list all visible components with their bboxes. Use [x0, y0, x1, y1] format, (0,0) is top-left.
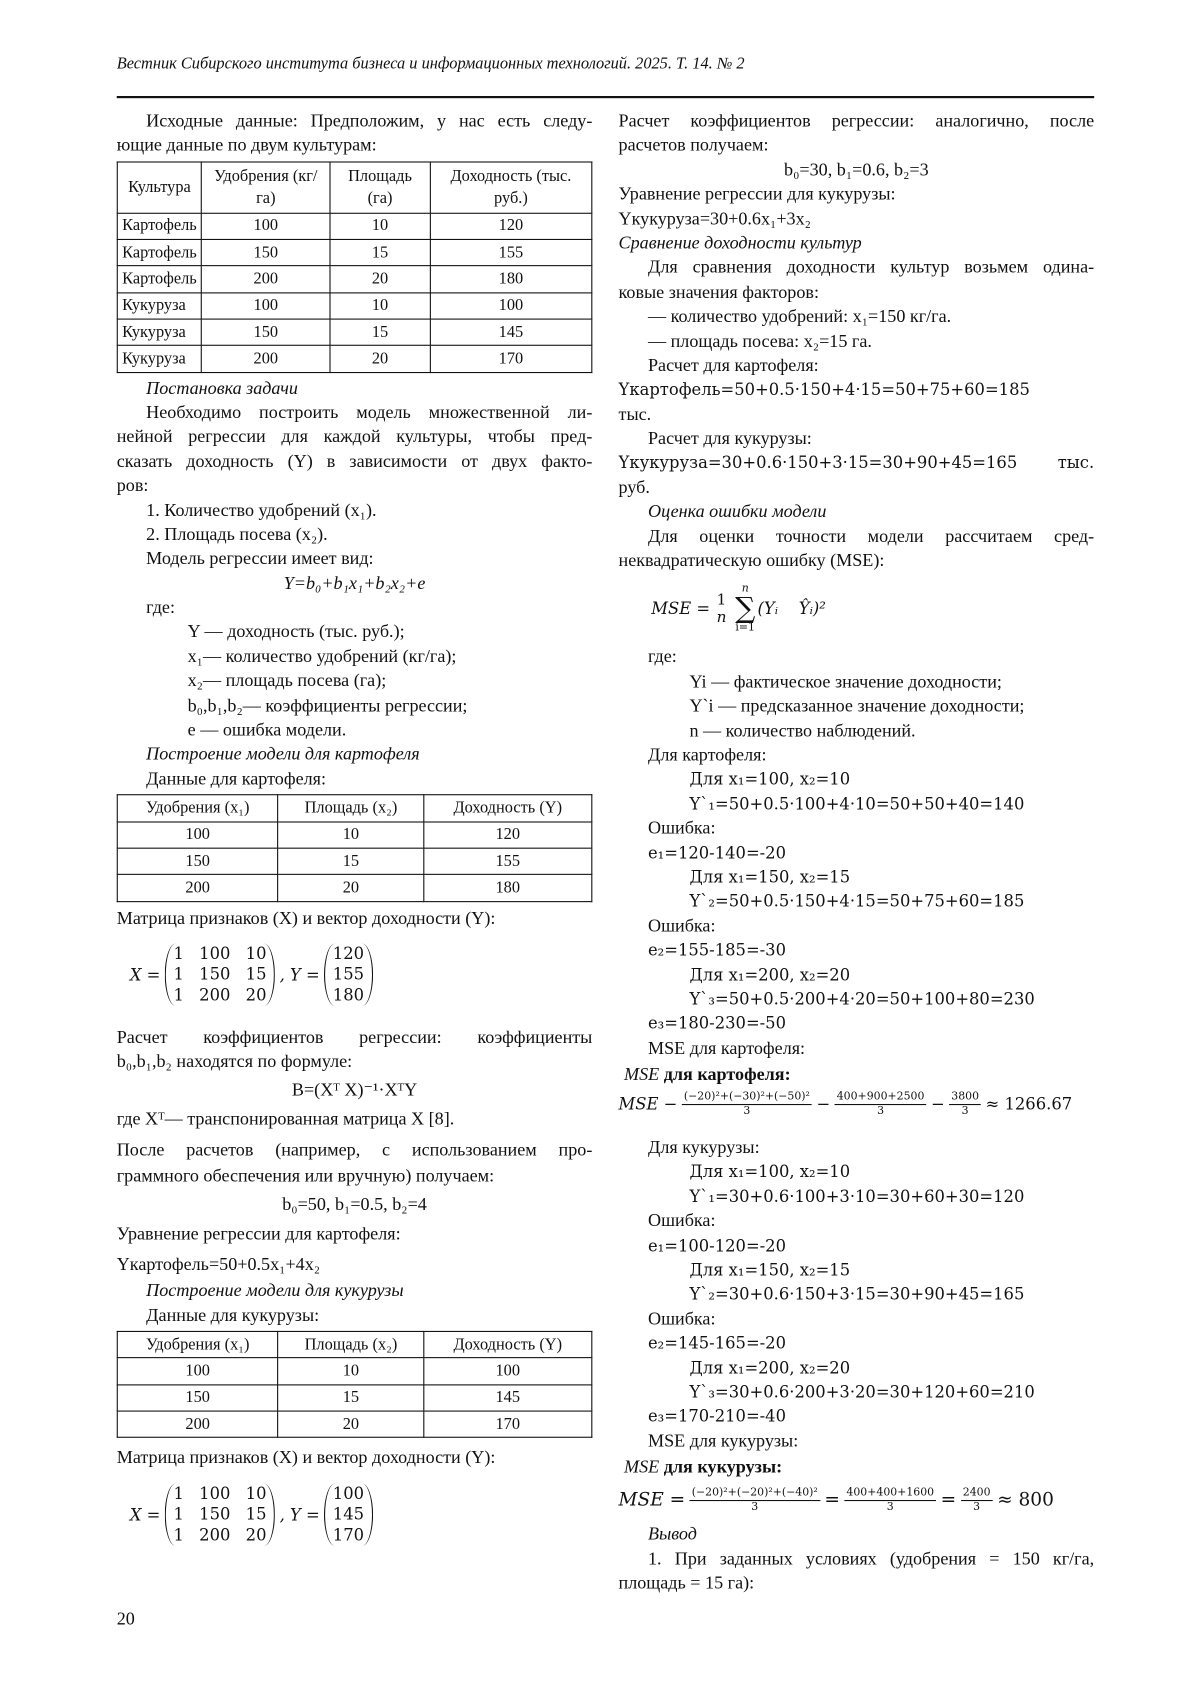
mse-title-text: для картофеля: [659, 1064, 790, 1085]
calc-line: Для x₁=100, x₂=10 [619, 767, 1095, 791]
crops-data-table [117, 161, 593, 372]
text-line: Для сравнения доходности культур возьмем одина- [619, 256, 1095, 280]
calc-line: Yкартофель=50+0.5·150+4·15=50+75+60=185 [619, 378, 1095, 402]
text-line: руб. [619, 475, 1095, 499]
table-cell: 180 [430, 266, 592, 293]
text-line: нейной регрессии для каждой культуры, чтобы пред- [117, 425, 593, 449]
matrix-cell: 15 [246, 1505, 267, 1526]
text-line: Y`i — предсказанное значение доходности; [619, 694, 1095, 718]
text-line: ров: [117, 474, 593, 498]
fraction-denominator: 3 [751, 1501, 758, 1514]
table-cell: 150 [117, 848, 278, 875]
text-line: b₀,b₁,b₂— коэффициенты регрессии; [117, 693, 593, 717]
matrix-x-label: X = [125, 965, 164, 985]
fraction-denominator: 3 [743, 1105, 750, 1118]
calc-line: e₁=100-120=-20 [619, 1233, 1095, 1257]
fraction-numerator: (−20)²+(−30)²+(−50)² [682, 1090, 812, 1104]
table-row [117, 875, 592, 902]
potato-matrix [117, 937, 593, 1013]
calc-line: Y`₁=30+0.6·100+3·10=30+60+30=120 [619, 1185, 1095, 1209]
table-cell: 150 [117, 1385, 278, 1412]
fraction-denominator: 3 [973, 1501, 980, 1514]
text-line: Расчет для картофеля: [619, 353, 1095, 377]
column-header: Удобрения (x₁) [117, 795, 278, 822]
section-heading: Постановка задачи [117, 376, 593, 400]
table-row [117, 266, 592, 293]
table-cell: 200 [117, 1411, 278, 1438]
table-cell: 170 [430, 346, 592, 373]
matrix-cell: 1 [173, 1505, 183, 1526]
text-line: Y — доходность (тыс. руб.); [117, 620, 593, 644]
table-cell: 120 [430, 213, 592, 240]
text-line: Расчет коэффициентов регрессии: коэффициенты [117, 1025, 593, 1049]
text-line: расчетов получаем: [619, 134, 1095, 158]
column-header: Площадь (га) [330, 162, 430, 213]
calc-line: Для x₁=100, x₂=10 [619, 1160, 1095, 1184]
text-line: сказать доходность (Y) в зависимости от двух факто- [117, 449, 593, 473]
mse-corn-title [619, 1453, 1095, 1480]
calc-line: e₃=170-210=-40 [619, 1404, 1095, 1428]
table-row [117, 293, 592, 320]
table-cell: 100 [430, 293, 592, 320]
text-line: где Xᵀ— транспонированная матрица X [8]. [117, 1104, 593, 1134]
corn-data-table [117, 1331, 593, 1438]
table-cell: 155 [430, 240, 592, 267]
fraction [949, 1090, 981, 1117]
coefficients-potato: b₀=50, b₁=0.5, b₂=4 [117, 1189, 593, 1219]
fraction-denominator: 3 [887, 1501, 894, 1514]
table-cell: Картофель [117, 240, 201, 267]
mse-lhs: MSE = [651, 599, 710, 619]
matrix-cell: 1 [173, 986, 183, 1007]
text-line: Ошибка: [619, 816, 1095, 840]
table-cell: 15 [278, 848, 424, 875]
fraction [844, 1487, 936, 1514]
vector-y-label: , Y = [275, 965, 324, 985]
text-line: Модель регрессии имеет вид: [117, 547, 593, 571]
table-row [117, 1411, 592, 1438]
table-cell: Картофель [117, 213, 201, 240]
section-heading: Построение модели для картофеля [117, 742, 593, 766]
vector-cell: 120 [333, 944, 364, 965]
calc-line: Для x₁=150, x₂=15 [619, 1258, 1095, 1282]
table-cell: 10 [330, 213, 430, 240]
calc-line: e₂=155-185=-30 [619, 938, 1095, 962]
matrix-cell: 10 [246, 1484, 267, 1505]
matrix-cell: 20 [246, 1525, 267, 1546]
matrix-cell: 20 [246, 986, 267, 1007]
text-line: Необходимо построить модель множественной ли- [117, 400, 593, 424]
regression-formula: Y=b₀+b₁x₁+b₂x₂+e [117, 571, 593, 595]
coefficients-corn: b₀=30, b₁=0.6, b₂=3 [619, 158, 1095, 182]
table-cell: 10 [278, 1358, 424, 1385]
section-heading: Оценка ошибки модели [619, 500, 1095, 524]
text-line: MSE для картофеля: [619, 1036, 1095, 1060]
vector-cell: 100 [333, 1484, 364, 1505]
text-line: Уравнение регрессии для картофеля: [117, 1219, 593, 1249]
table-row [117, 822, 592, 849]
vector-cell: 180 [333, 986, 364, 1007]
sigma-icon: ∑ [735, 595, 755, 623]
table-header-row [117, 162, 592, 213]
text-line: где: [619, 645, 1095, 669]
summation-symbol [735, 584, 755, 634]
vector-y [324, 944, 373, 1006]
text-line: Данные для кукурузы: [117, 1303, 593, 1327]
text-line: Матрица признаков (X) и вектор доходности (Y): [117, 906, 593, 930]
mse-title-text: для кукурузы: [659, 1457, 782, 1478]
fraction-numerator: 400+900+2500 [835, 1090, 927, 1104]
text-line: Расчет коэффициентов регрессии: аналогично, после [619, 109, 1095, 133]
table-cell: 150 [202, 240, 330, 267]
matrix-cell: 1 [173, 1484, 183, 1505]
section-heading: Вывод [619, 1522, 1095, 1546]
table-row [117, 1358, 592, 1385]
matrix-cell: 1 [173, 944, 183, 965]
table-cell: 20 [330, 266, 430, 293]
text-line: Для оценки точности модели рассчитаем сред- [619, 524, 1095, 548]
operator: − [931, 1094, 945, 1114]
fraction [690, 1487, 820, 1514]
table-cell: 20 [278, 1411, 424, 1438]
calc-line: e₃=180-230=-50 [619, 1012, 1095, 1036]
table-header-row [117, 795, 592, 822]
fraction [835, 1090, 927, 1117]
mse-lhs: MSE − [619, 1094, 678, 1114]
text-line: ющие данные по двум культурам: [117, 134, 593, 158]
table-cell: 20 [278, 875, 424, 902]
operator: − [816, 1094, 830, 1114]
table-row [117, 240, 592, 267]
vector-y [324, 1484, 373, 1546]
fraction-numerator: 400+400+1600 [844, 1487, 936, 1501]
mse-fraction [714, 592, 728, 627]
text-line: b₀,b₁,b₂ находятся по формуле: [117, 1050, 593, 1074]
table-cell: 15 [330, 240, 430, 267]
text-line: граммного обеспечения или вручную) получаем: [117, 1164, 593, 1188]
fraction-numerator: 2400 [961, 1487, 993, 1501]
mse-label: MSE [624, 1064, 659, 1085]
column-header: Доходность (тыс. руб.) [430, 162, 592, 213]
mse-body: (Yᵢ Ŷᵢ)² [758, 599, 826, 619]
section-heading: Сравнение доходности культур [619, 231, 1095, 255]
mse-label: MSE [624, 1457, 659, 1478]
text-line: x₂— площадь посева (га); [117, 669, 593, 693]
table-row [117, 848, 592, 875]
table-cell: Картофель [117, 266, 201, 293]
fraction-denominator: n [717, 609, 727, 626]
text-line: 2. Площадь посева (x₂). [117, 522, 593, 546]
table-cell: 120 [424, 822, 592, 849]
table-cell: 20 [330, 346, 430, 373]
page-number: 20 [117, 1608, 135, 1630]
text-line: площадь = 15 га): [619, 1571, 1095, 1595]
calc-line: Y`₁=50+0.5·100+4·10=50+50+40=140 [619, 792, 1095, 816]
calc-line: Y`₃=30+0.6·200+3·20=30+120+60=210 [619, 1380, 1095, 1404]
text-line: Расчет для кукурузы: [619, 427, 1095, 451]
calc-line: e₁=120-140=-20 [619, 841, 1095, 865]
matrix-cell: 10 [246, 944, 267, 965]
matrix-x [165, 1484, 275, 1546]
vector-cell: 155 [333, 965, 364, 986]
fraction [961, 1487, 993, 1514]
table-cell: 100 [117, 822, 278, 849]
table-cell: 145 [424, 1385, 592, 1412]
table-cell: 100 [202, 293, 330, 320]
table-cell: 10 [330, 293, 430, 320]
matrix-cell: 150 [199, 965, 230, 986]
column-header: Культура [117, 162, 201, 213]
table-cell: 200 [202, 266, 330, 293]
mse-potato-title [619, 1060, 1095, 1087]
calc-line: Для x₁=150, x₂=15 [619, 865, 1095, 889]
column-header: Доходность (Y) [424, 795, 592, 822]
text-line: Данные для картофеля: [117, 767, 593, 791]
table-cell: 15 [330, 319, 430, 346]
calc-line: Y`₃=50+0.5·200+4·20=50+100+80=230 [619, 987, 1095, 1011]
table-cell: 180 [424, 875, 592, 902]
calc-line: Yкукуруза=30+0.6·150+3·15=30+90+45=165 тыс. [619, 451, 1095, 475]
equation-corn: Yкукуруза=30+0.6x₁+3x₂ [619, 207, 1095, 231]
calc-line: e₂=145-165=-20 [619, 1331, 1095, 1355]
text-line: Ошибка: [619, 1209, 1095, 1233]
table-cell: 100 [202, 213, 330, 240]
column-header: Удобрения (кг/га) [202, 162, 330, 213]
text-line: Ошибка: [619, 914, 1095, 938]
table-cell: 155 [424, 848, 592, 875]
fraction [682, 1090, 812, 1117]
vector-cell: 145 [333, 1505, 364, 1526]
text-line: После расчетов (например, с использованием про- [117, 1134, 593, 1164]
coefficient-formula: B=(Xᵀ X)⁻¹·XᵀY [117, 1074, 593, 1104]
fraction-denominator: 3 [877, 1105, 884, 1118]
table-cell: Кукуруза [117, 346, 201, 373]
operator: = [824, 1489, 840, 1511]
matrix-cell: 200 [199, 1525, 230, 1546]
equation-potato: Yкартофель=50+0.5x₁+4x₂ [117, 1249, 593, 1279]
table-cell: 200 [202, 346, 330, 373]
fraction-numerator: 3800 [949, 1090, 981, 1104]
column-header: Площадь (x₂) [278, 795, 424, 822]
table-cell: 200 [117, 875, 278, 902]
right-column [619, 109, 1095, 1595]
table-cell: 145 [430, 319, 592, 346]
calc-line: Для x₁=200, x₂=20 [619, 963, 1095, 987]
table-cell: Кукуруза [117, 319, 201, 346]
table-cell: 15 [278, 1385, 424, 1412]
table-row [117, 319, 592, 346]
text-line: x₁— количество удобрений (кг/га); [117, 645, 593, 669]
matrix-x [165, 944, 275, 1006]
table-cell: 170 [424, 1411, 592, 1438]
column-header: Площадь (x₂) [278, 1331, 424, 1358]
text-line: Уравнение регрессии для кукурузы: [619, 182, 1095, 206]
calc-line: Y`₂=30+0.6·150+3·15=30+90+45=165 [619, 1282, 1095, 1306]
text-line: e — ошибка модели. [117, 718, 593, 742]
text-line: Исходные данные: Предположим, у нас есть следу- [117, 109, 593, 133]
fraction-numerator: 1 [714, 592, 728, 609]
matrix-cell: 100 [199, 944, 230, 965]
column-header: Доходность (Y) [424, 1331, 592, 1358]
table-cell: Кукуруза [117, 293, 201, 320]
text-line: MSE для кукурузы: [619, 1429, 1095, 1453]
text-line: 1. Количество удобрений (x₁). [117, 498, 593, 522]
matrix-x-label: X = [125, 1505, 164, 1525]
matrix-cell: 15 [246, 965, 267, 986]
matrix-cell: 1 [173, 1525, 183, 1546]
journal-page [0, 0, 1200, 1697]
text-line: — площадь посева: x₂=15 га. [619, 329, 1095, 353]
text-line: n — количество наблюдений. [619, 718, 1095, 742]
table-row [117, 1385, 592, 1412]
text-line: тыс. [619, 402, 1095, 426]
potato-data-table [117, 794, 593, 901]
vector-cell: 170 [333, 1525, 364, 1546]
table-row [117, 213, 592, 240]
text-line: — количество удобрений: x₁=150 кг/га. [619, 304, 1095, 328]
text-line: Матрица признаков (X) и вектор доходности (Y): [117, 1446, 593, 1470]
table-cell: 10 [278, 822, 424, 849]
text-line: 1. При заданных условиях (удобрения = 150 кг/га, [619, 1546, 1095, 1570]
matrix-cell: 100 [199, 1484, 230, 1505]
sum-lower: i=1 [735, 623, 755, 634]
calc-line: Для x₁=200, x₂=20 [619, 1356, 1095, 1380]
running-header: Вестник Сибирского института бизнеса и информационных технологий. 2025. Т. 14. № 2 [117, 56, 745, 75]
mse-formula [619, 573, 1095, 645]
matrix-cell: 1 [173, 965, 183, 986]
mse-result: ≈ 1266.67 [986, 1094, 1073, 1114]
mse-result: ≈ 800 [997, 1489, 1054, 1511]
table-row [117, 346, 592, 373]
vector-y-label: , Y = [275, 1505, 324, 1525]
fraction-numerator: (−20)²+(−20)²+(−40)² [690, 1487, 820, 1501]
fraction-denominator: 3 [962, 1105, 969, 1118]
table-cell: 100 [424, 1358, 592, 1385]
text-line: Yi — фактическое значение доходности; [619, 670, 1095, 694]
mse-corn-formula [619, 1481, 1095, 1520]
mse-lhs: MSE = [619, 1489, 686, 1511]
corn-matrix [117, 1477, 593, 1553]
text-line: ковые значения факторов: [619, 280, 1095, 304]
matrix-cell: 200 [199, 986, 230, 1007]
sum-upper: n [742, 584, 749, 595]
text-line: Для кукурузы: [619, 1136, 1095, 1160]
text-line: Ошибка: [619, 1307, 1095, 1331]
header-rule [117, 96, 1094, 98]
left-column [117, 109, 593, 1553]
mse-potato-formula [619, 1088, 1095, 1121]
table-cell: 100 [117, 1358, 278, 1385]
matrix-cell: 150 [199, 1505, 230, 1526]
text-line: где: [117, 596, 593, 620]
text-line: неквадратическую ошибку (MSE): [619, 549, 1095, 573]
table-cell: 150 [202, 319, 330, 346]
section-heading: Построение модели для кукурузы [117, 1279, 593, 1303]
calc-line: Y`₂=50+0.5·150+4·15=50+75+60=185 [619, 889, 1095, 913]
operator: = [941, 1489, 957, 1511]
table-header-row [117, 1331, 592, 1358]
text-line: Для картофеля: [619, 743, 1095, 767]
column-header: Удобрения (x₁) [117, 1331, 278, 1358]
